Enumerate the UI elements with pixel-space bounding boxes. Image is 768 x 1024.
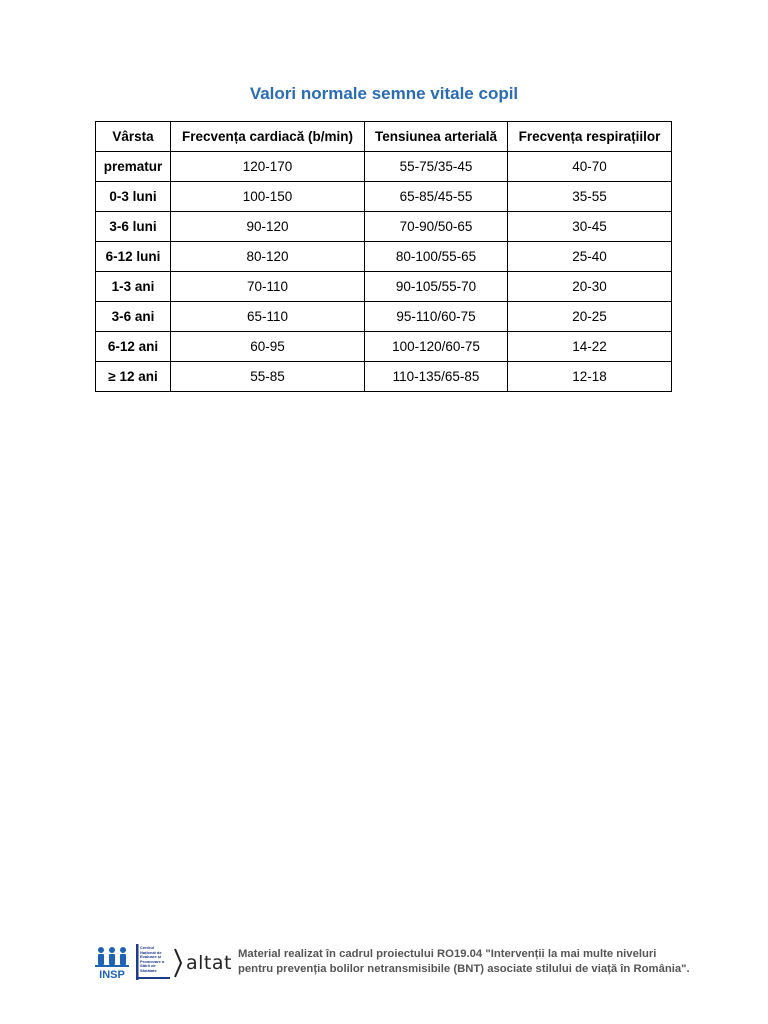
age-cell: prematur	[96, 152, 171, 182]
table-header-row	[96, 122, 672, 152]
altat-logo: altat	[186, 952, 232, 974]
respiratory-rate-cell: 25-40	[508, 242, 672, 272]
heart-rate-cell: 60-95	[171, 332, 365, 362]
blood-pressure-cell: 110-135/65-85	[365, 362, 508, 392]
respiratory-rate-cell: 20-30	[508, 272, 672, 302]
footer	[94, 942, 694, 982]
table-row	[96, 182, 672, 212]
table-row	[96, 272, 672, 302]
insp-logo	[94, 946, 130, 980]
table-row	[96, 332, 672, 362]
blood-pressure-cell: 80-100/55-65	[365, 242, 508, 272]
header-blood-pressure: Tensiunea arterială	[365, 122, 508, 152]
table-row	[96, 242, 672, 272]
respiratory-rate-cell: 20-25	[508, 302, 672, 332]
header-age: Vârsta	[96, 122, 171, 152]
footer-text-line2: pentru prevenția bolilor netransmisibile (BNT) asociate stilului de viață în România".	[238, 963, 690, 975]
blood-pressure-cell: 65-85/45-55	[365, 182, 508, 212]
table-row	[96, 212, 672, 242]
age-cell: 0-3 luni	[96, 182, 171, 212]
table-row	[96, 152, 672, 182]
insp-logo-text: INSP	[99, 969, 125, 980]
heart-rate-cell: 90-120	[171, 212, 365, 242]
respiratory-rate-cell: 35-55	[508, 182, 672, 212]
respiratory-rate-cell: 14-22	[508, 332, 672, 362]
footer-text-line1: Material realizat în cadrul proiectului RO19.04 "Intervenții la mai multe niveluri	[238, 948, 657, 960]
heart-rate-cell: 100-150	[171, 182, 365, 212]
table-row	[96, 302, 672, 332]
blood-pressure-cell: 95-110/60-75	[365, 302, 508, 332]
header-respiratory-rate: Frecvența respirațiilor	[508, 122, 672, 152]
respiratory-rate-cell: 30-45	[508, 212, 672, 242]
cnep-logo-text: Centrul Național de Evaluare și Promovare a Stării de Sănătate	[140, 945, 165, 973]
age-cell: 1-3 ani	[96, 272, 171, 302]
heart-rate-cell: 65-110	[171, 302, 365, 332]
heart-rate-cell: 70-110	[171, 272, 365, 302]
age-cell: 3-6 ani	[96, 302, 171, 332]
heart-rate-cell: 55-85	[171, 362, 365, 392]
divider-chevron-icon	[174, 948, 182, 978]
header-heart-rate: Frecvența cardiacă (b/min)	[171, 122, 365, 152]
cnep-logo	[136, 944, 170, 980]
age-cell: ≥ 12 ani	[96, 362, 171, 392]
table-row	[96, 362, 672, 392]
blood-pressure-cell: 55-75/35-45	[365, 152, 508, 182]
heart-rate-cell: 80-120	[171, 242, 365, 272]
heart-rate-cell: 120-170	[171, 152, 365, 182]
vital-signs-table	[95, 121, 672, 392]
respiratory-rate-cell: 12-18	[508, 362, 672, 392]
blood-pressure-cell: 90-105/55-70	[365, 272, 508, 302]
page-title: Valori normale semne vitale copil	[249, 84, 519, 103]
age-cell: 3-6 luni	[96, 212, 171, 242]
age-cell: 6-12 ani	[96, 332, 171, 362]
respiratory-rate-cell: 40-70	[508, 152, 672, 182]
blood-pressure-cell: 100-120/60-75	[365, 332, 508, 362]
age-cell: 6-12 luni	[96, 242, 171, 272]
blood-pressure-cell: 70-90/50-65	[365, 212, 508, 242]
footer-text	[238, 947, 698, 977]
